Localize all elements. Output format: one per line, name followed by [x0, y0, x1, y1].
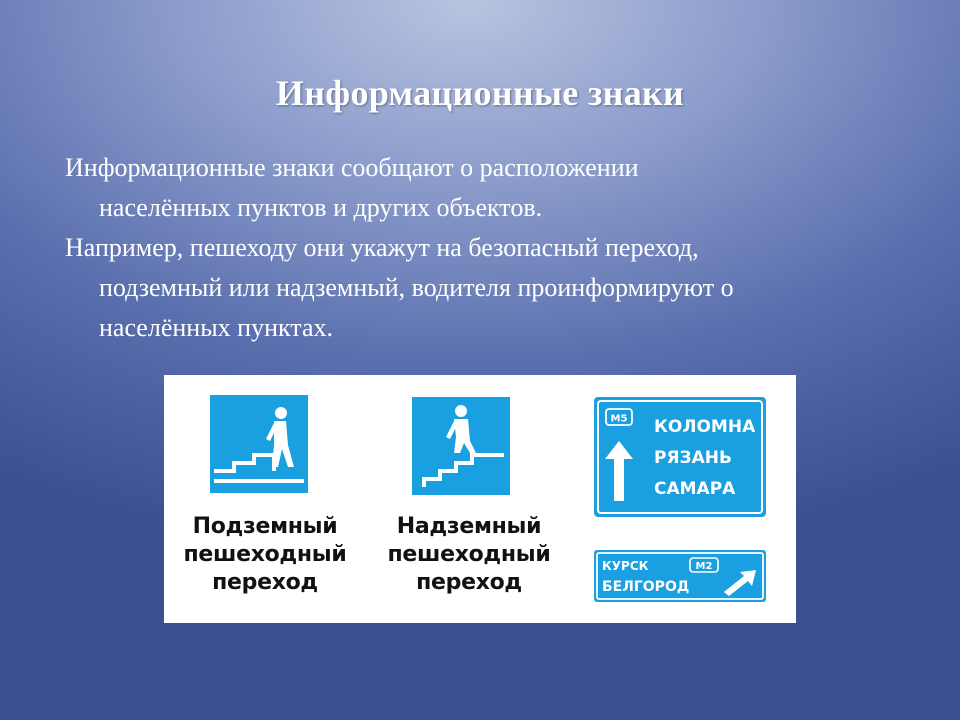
underground-crossing-icon	[210, 395, 308, 493]
paragraph-2-line-3: населённых пунктах.	[99, 313, 333, 342]
direction-sign-small	[594, 550, 766, 602]
overground-caption-line-2: пешеходный	[387, 542, 551, 567]
direction-city-3: САМАРА	[654, 479, 736, 499]
underground-caption-line-3: переход	[212, 570, 318, 595]
underground-caption-line-2: пешеходный	[183, 542, 347, 567]
paragraph-2-line-1: Например, пешеходу они укажут на безопасный переход,	[65, 233, 699, 262]
underground-caption-line-1: Подземный	[192, 514, 338, 539]
small-sign-city-1: КУРСК	[602, 559, 649, 573]
paragraph-1-line-2: населённых пунктов и других объектов.	[99, 193, 543, 222]
paragraph-2-line-2: подземный или надземный, водителя проинформируют о	[99, 273, 734, 302]
overground-caption-line-1: Надземный	[396, 514, 542, 539]
overground-caption	[374, 513, 564, 597]
underground-caption	[170, 513, 360, 597]
paragraph-1-line-1: Информационные знаки сообщают о расположении	[65, 153, 639, 182]
small-sign-route-label: М2	[695, 561, 713, 572]
signs-panel	[164, 375, 796, 623]
slide-title: Информационные знаки	[275, 73, 685, 113]
direction-route-label: М5	[610, 413, 628, 425]
overground-caption-line-3: переход	[416, 570, 522, 595]
direction-city-1: КОЛОМНА	[654, 417, 756, 437]
paragraph-1	[31, 148, 905, 228]
small-sign-city-2: БЕЛГОРОД	[602, 579, 690, 595]
direction-city-2: РЯЗАНЬ	[654, 448, 732, 468]
overground-crossing-icon	[412, 397, 510, 495]
paragraph-2	[31, 228, 905, 348]
direction-sign	[594, 397, 766, 517]
